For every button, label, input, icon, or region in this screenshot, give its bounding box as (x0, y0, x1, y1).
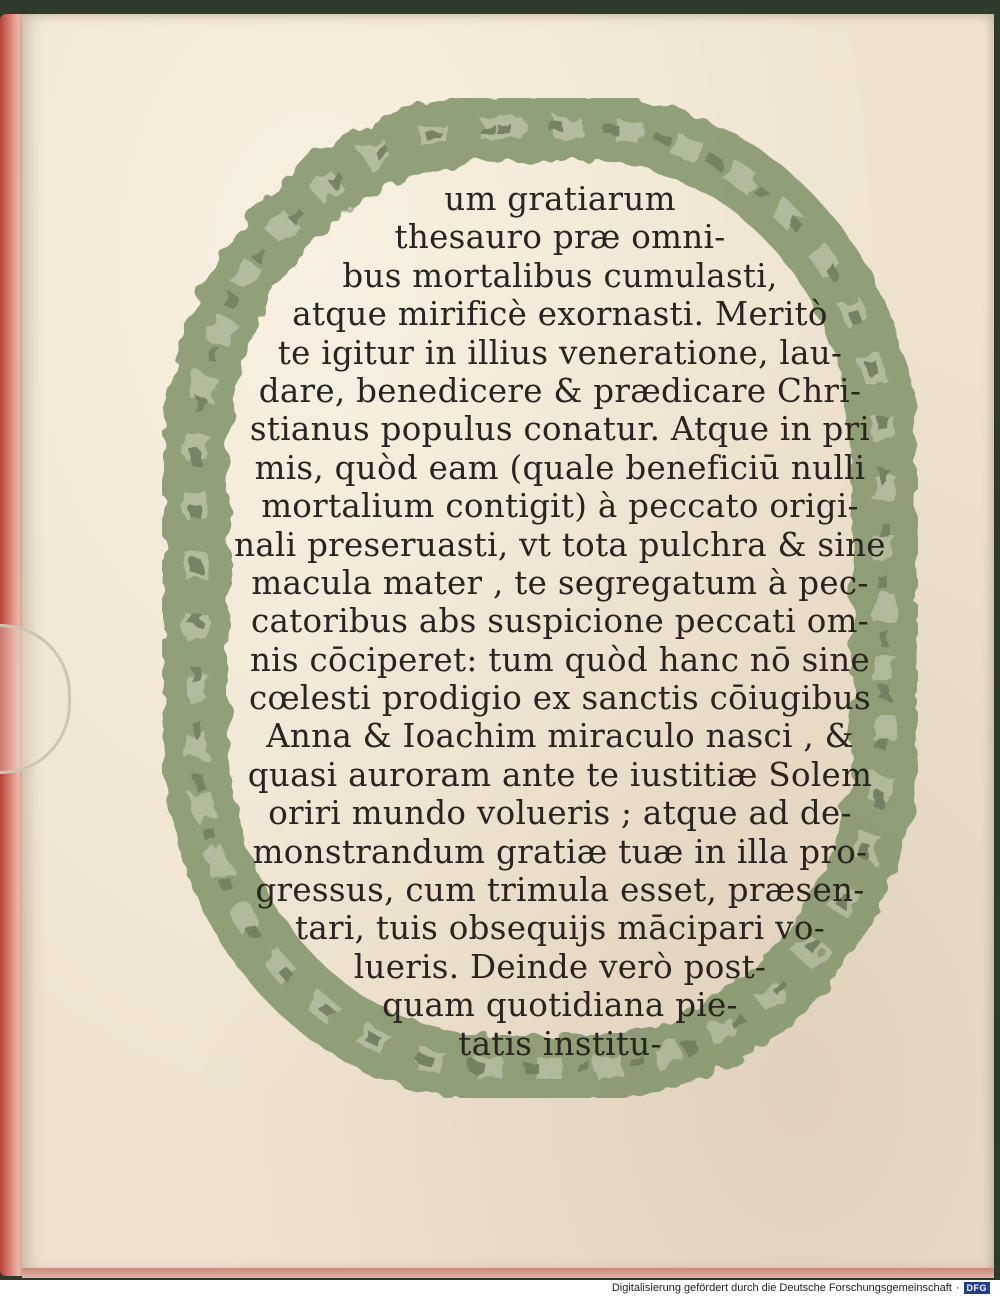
text-line: Anna & Ioachim miraculo nasci , & (266, 717, 854, 756)
separator: · (955, 1282, 960, 1294)
text-line: tari, tuis obsequijs mācipari vo- (295, 909, 825, 948)
text-line: te igitur in illius veneratione, lau- (277, 333, 843, 372)
text-line: quasi auroram ante te iustitiæ Solem (247, 755, 873, 794)
text-line: tatis institu- (458, 1024, 662, 1063)
text-line: macula mater , te segregatum à pec- (251, 563, 869, 602)
page-text-block (200, 180, 920, 1063)
text-line: mortalium contigit) à peccato origi- (261, 487, 859, 526)
text-line: quam quotidiana pie- (382, 986, 738, 1025)
text-line: dare, benedicere & prædicare Chri- (258, 371, 862, 410)
text-line: mis, quòd eam (quale beneficiū nulli (254, 448, 866, 487)
text-line: catoribus abs suspicione peccati om- (251, 602, 869, 641)
credit-text: Digitalisierung gefördert durch die Deutsche Forschungsgemeinschaft (611, 1282, 952, 1294)
text-line: um gratiarum (444, 180, 676, 218)
text-line: gressus, cum trimula esset, præsen- (255, 871, 865, 910)
text-line: nali preseruasti, vt tota pulchra & sine (234, 525, 886, 564)
digitization-credit (612, 1282, 990, 1294)
text-line: lueris. Deinde verò post- (353, 947, 767, 986)
text-line: bus mortalibus cumulasti, (342, 256, 778, 295)
text-line: thesauro præ omni- (394, 218, 726, 257)
page-edge-bottom (22, 1268, 994, 1278)
text-line: monstrandum gratiæ tuæ in illa pro- (252, 832, 868, 871)
text-line: cœlesti prodigio ex sanctis cōiugibus (249, 679, 871, 718)
text-line: nis cōciperet: tum quòd hanc nō sine (249, 640, 871, 679)
text-line: atque mirificè exornasti. Meritò (292, 295, 828, 334)
text-line: oriri mundo volueris ; atque ad de- (268, 794, 852, 833)
text-line: stianus populus conatur. Atque in pri (249, 410, 871, 449)
dfg-logo: DFG (964, 1282, 991, 1294)
